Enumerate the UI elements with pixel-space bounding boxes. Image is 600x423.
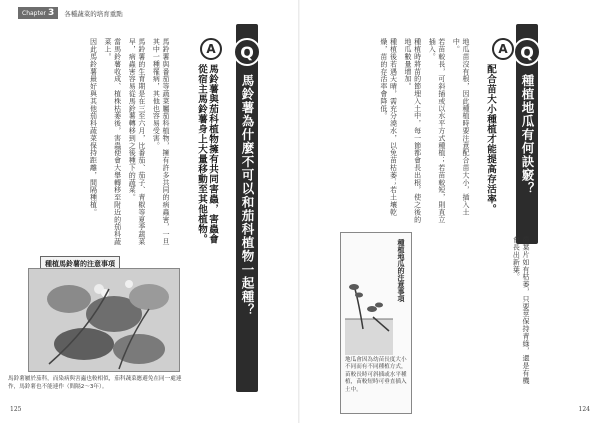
answer-heading: 配合苗大小種植才能提高存活率。 bbox=[485, 64, 496, 214]
body-text bbox=[70, 38, 170, 248]
planting-illustration bbox=[345, 269, 393, 355]
body-paragraph: 馬鈴薯與番茄等蔬菜屬茄科植物，擁有許多共同的病蟲害，一旦其中一種罹病，其他也容易受害。 bbox=[152, 38, 170, 246]
body-paragraph: 若苗較長，可斜插或以水平方式種植；若苗較短，則直立插入。 bbox=[428, 38, 446, 223]
running-header bbox=[18, 7, 123, 19]
potato-photo bbox=[28, 268, 180, 372]
photo-caption: 馬鈴薯屬於茄科，而染病與害蟲也較相似，茄科蔬菜應避免在同一處連作，馬鈴薯也不能連作（間隔2～3年）。 bbox=[8, 376, 182, 390]
potato-plant-image bbox=[29, 269, 179, 371]
question-badge bbox=[233, 38, 261, 66]
section-title: 各種蔬菜的培育重點 bbox=[64, 9, 123, 18]
page-number: 124 bbox=[578, 406, 590, 413]
answer-badge bbox=[492, 38, 514, 60]
chapter-tab bbox=[18, 7, 58, 19]
body-text-lower bbox=[420, 236, 530, 386]
body-text bbox=[310, 38, 470, 228]
answer-label: A bbox=[206, 42, 216, 56]
answer-badge bbox=[200, 38, 222, 60]
photo-caption: 地瓜會因為幼苗長度大小不同而有不同種植方式，苗較長時可斜插或水平種植，苗較短時可垂直插入土中。 bbox=[345, 357, 407, 393]
body-paragraph: 當馬鈴薯收成、植株枯萎後，害蟲便會大舉轉移至附近的茄科蔬菜上。 bbox=[104, 38, 122, 246]
body-paragraph: 因此馬鈴薯最好與其他茄科蔬菜保持距離，間隔種植。 bbox=[89, 38, 98, 216]
question-label: Q bbox=[520, 42, 534, 62]
question-bar bbox=[236, 24, 258, 392]
box-title: 種植地瓜的注意事項 bbox=[397, 239, 405, 302]
question-text: 馬鈴薯為什麼不可以和茄科植物一起種？ bbox=[240, 74, 255, 317]
body-paragraph: 種植後若遇天晴，需充分澆水，以免苗枯萎；若土壤乾燥，苗的存活率會降低。 bbox=[379, 38, 398, 216]
page-number: 125 bbox=[10, 406, 22, 413]
answer-label: A bbox=[498, 42, 508, 56]
question-text: 種植地瓜有何訣竅？ bbox=[520, 74, 535, 196]
body-paragraph: 地瓜苗沒有根，因此種植時要注意配合苗大小，插入土中。 bbox=[452, 38, 470, 216]
tip-box bbox=[340, 232, 412, 414]
box-title: 種植馬鈴薯的注意事項 bbox=[40, 256, 120, 272]
chapter-number: 3 bbox=[48, 8, 55, 18]
chapter-label: Chapter bbox=[22, 9, 46, 17]
body-paragraph: 種植時將苗的節埋入土中，每一節都會長出根，使之後的地瓜數量增加。 bbox=[404, 38, 422, 223]
right-page bbox=[300, 0, 600, 423]
question-bar bbox=[516, 24, 538, 244]
answer-heading: 馬鈴薯與茄科植物擁有共同害蟲，害蟲會從宿主馬鈴薯身上大量移動至其他植物。 bbox=[196, 64, 218, 244]
body-paragraph: 苗葉片如有枯萎，只要莖保持青綠，還是有機會長出新葉。 bbox=[512, 236, 530, 384]
question-label: Q bbox=[240, 42, 254, 62]
question-badge bbox=[513, 38, 541, 66]
body-paragraph: 馬鈴薯的生育期是在三至六月，比番茄、茄子、青椒等夏季蔬菜早，病蟲害容易從馬鈴薯轉移到之後種下的蔬菜。 bbox=[128, 38, 146, 246]
